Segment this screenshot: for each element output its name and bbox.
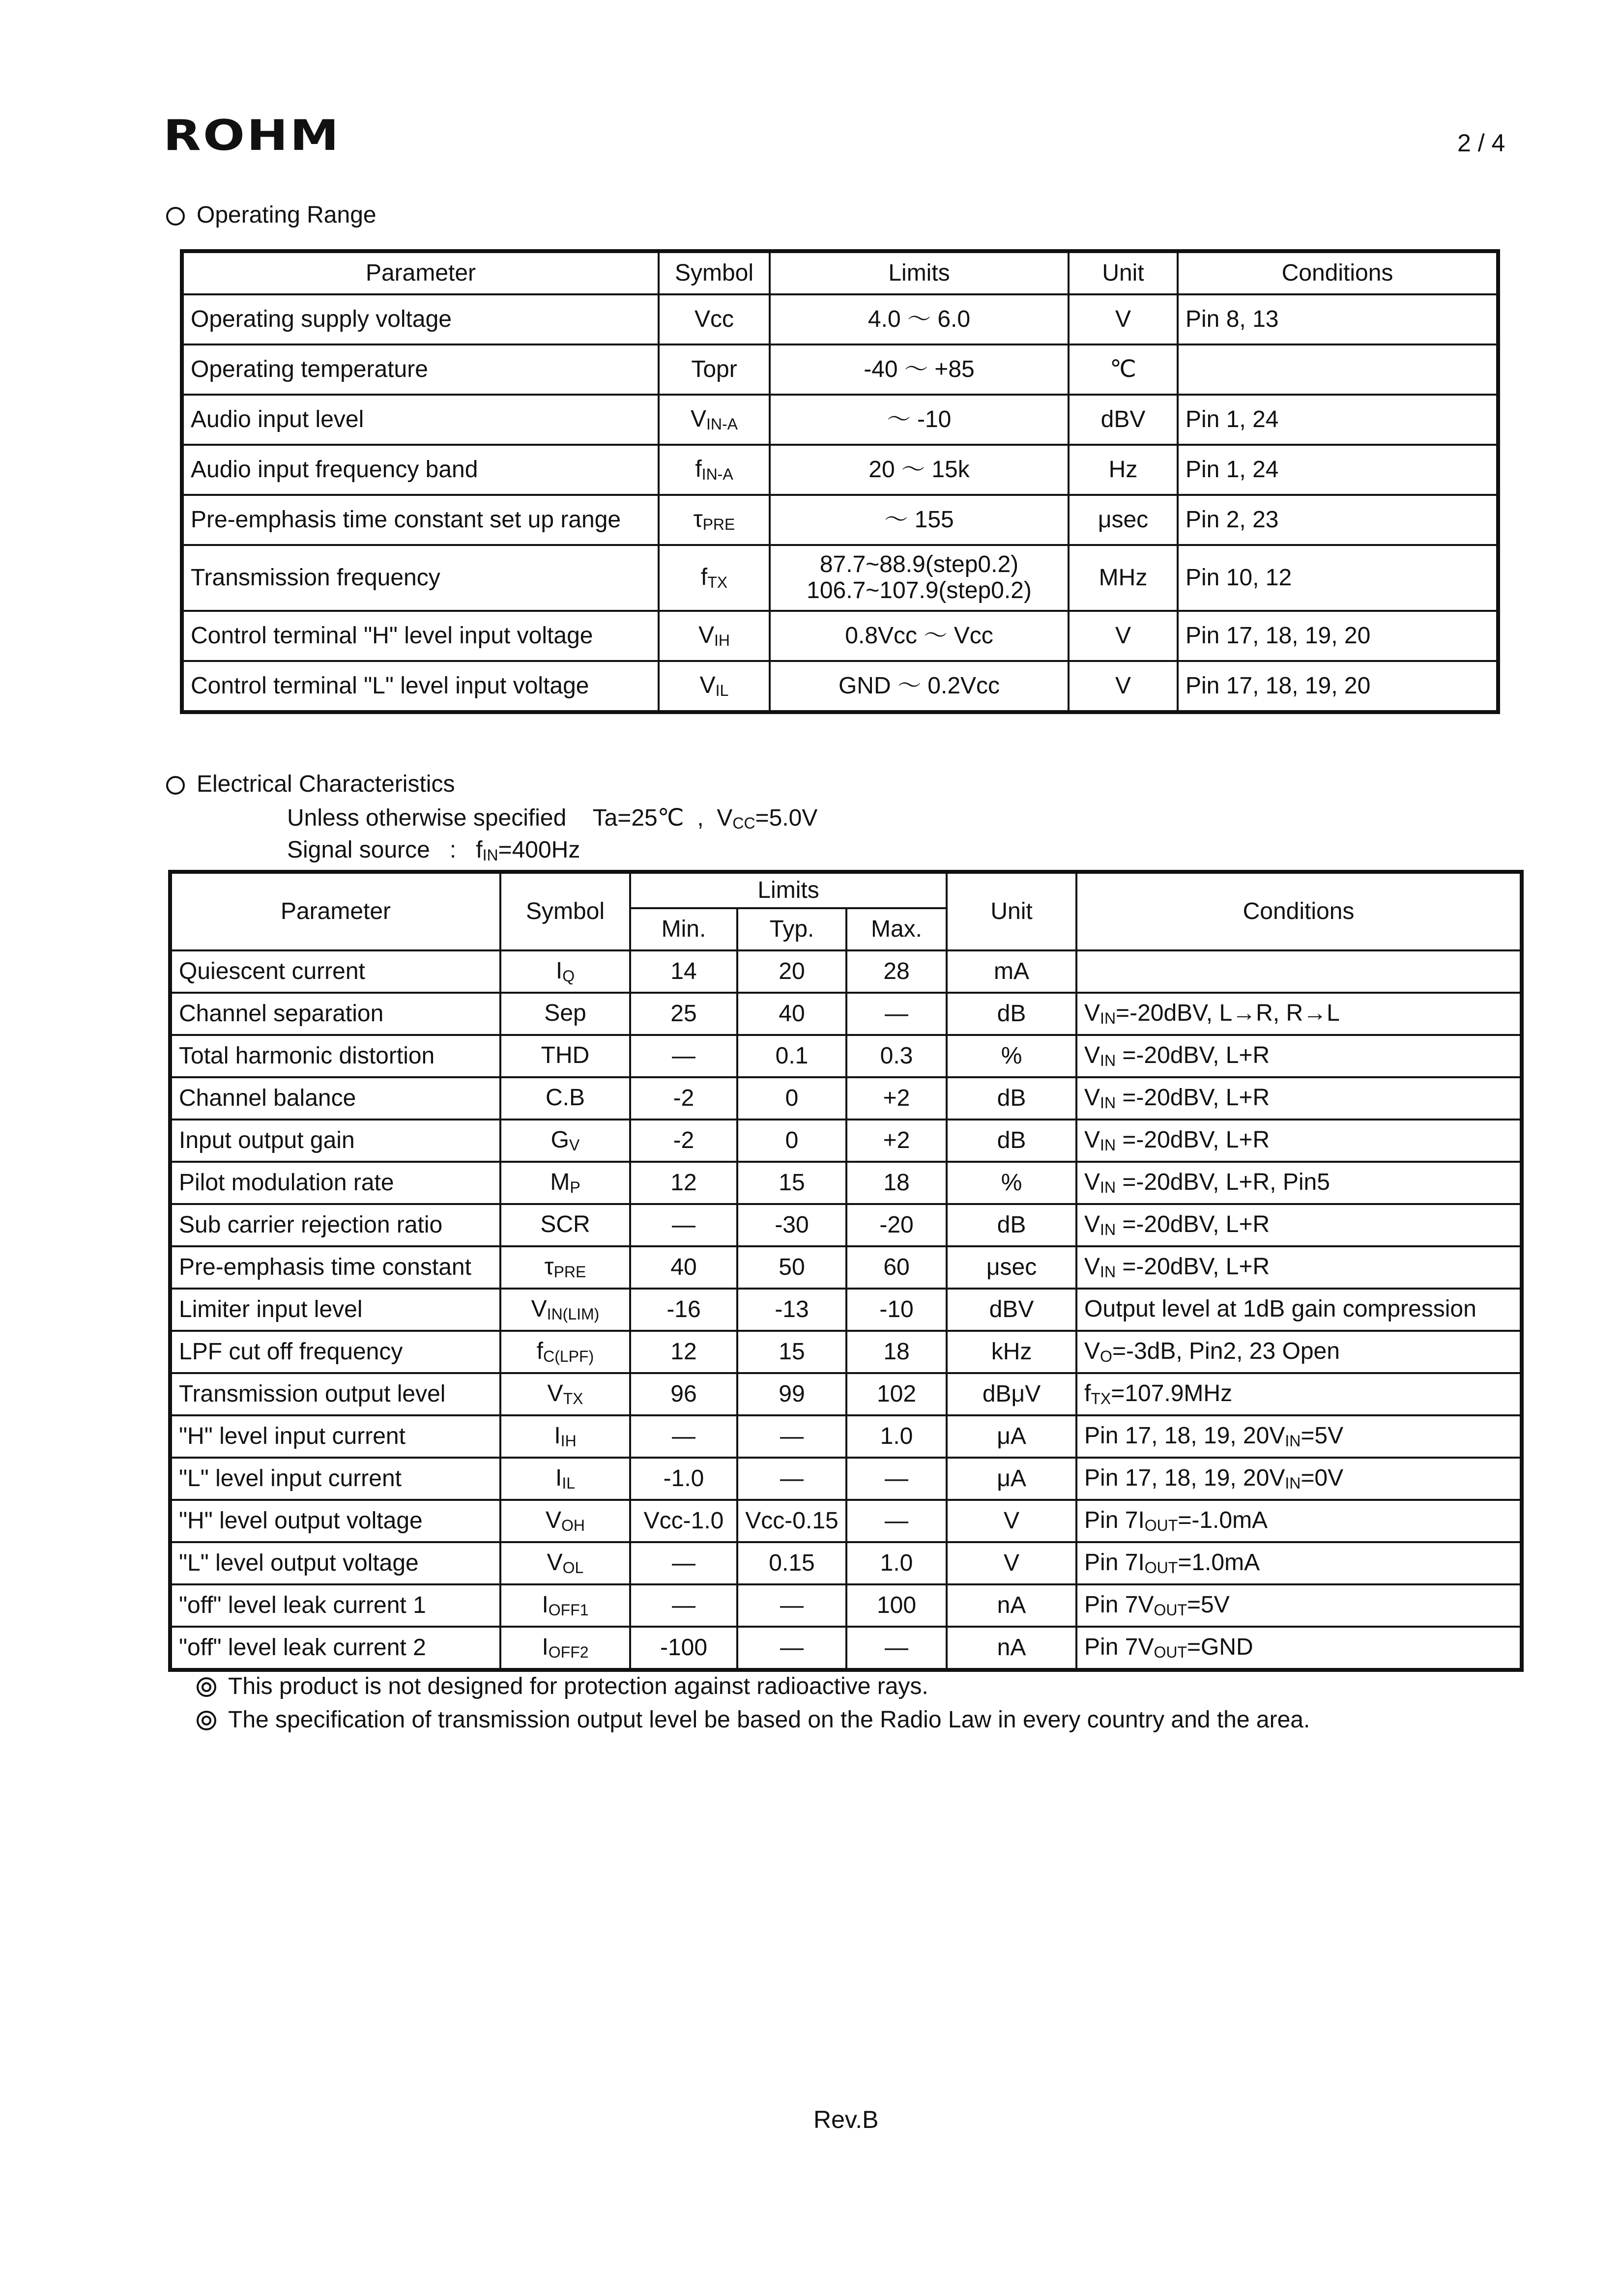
typ-cell: — bbox=[737, 1415, 846, 1458]
table-row bbox=[182, 344, 1498, 395]
param-cell: LPF cut off frequency bbox=[170, 1331, 500, 1373]
signal-source: Signal source : $f_{IN}=400Hz$ bbox=[287, 837, 580, 864]
param-cell: Total harmonic distortion bbox=[170, 1035, 500, 1077]
operating-range-heading bbox=[166, 201, 376, 229]
header-typ: Typ. bbox=[737, 908, 846, 950]
electrical-heading bbox=[166, 771, 455, 798]
unit-cell: kHz bbox=[947, 1331, 1076, 1373]
unit-cell: MHz bbox=[1069, 545, 1178, 611]
rohm-logo: ROHM bbox=[163, 111, 341, 160]
unit-cell: μA bbox=[947, 1458, 1076, 1500]
symbol-cell: $V_{OH}$ bbox=[500, 1500, 630, 1542]
table-row bbox=[182, 495, 1498, 545]
symbol-cell: $I_{OFF2}$ bbox=[500, 1627, 630, 1670]
param-cell: Transmission frequency bbox=[182, 545, 659, 611]
table-row bbox=[170, 1289, 1522, 1331]
note-radio-law: The specification of transmission output level be based on the Radio Law in every country and the area. bbox=[197, 1706, 1310, 1733]
conditions-cell: Pin $7V_{OUT}=5V$ bbox=[1076, 1584, 1522, 1627]
conditions-cell: Pin 17, 18, 19, $20V_{IN}=0V$ bbox=[1076, 1458, 1522, 1500]
conditions-cell bbox=[1178, 344, 1498, 395]
unit-cell: nA bbox=[947, 1584, 1076, 1627]
max-cell: 18 bbox=[846, 1162, 947, 1204]
max-cell: +2 bbox=[846, 1077, 947, 1119]
table-row bbox=[170, 993, 1522, 1035]
param-cell: Transmission output level bbox=[170, 1373, 500, 1415]
conditions-cell: Pin $7V_{OUT}=GND$ bbox=[1076, 1627, 1522, 1670]
param-cell: Pilot modulation rate bbox=[170, 1162, 500, 1204]
conditions-cell: $V_{IN} =-20dBV$, L+R, Pin5 bbox=[1076, 1162, 1522, 1204]
section-title: Operating Range bbox=[197, 202, 376, 228]
table-row bbox=[170, 1119, 1522, 1162]
param-cell: Sub carrier rejection ratio bbox=[170, 1204, 500, 1246]
conditions-cell: Output level at 1dB gain compression bbox=[1076, 1289, 1522, 1331]
symbol-cell: $I_{IH}$ bbox=[500, 1415, 630, 1458]
symbol-cell: $G_V$ bbox=[500, 1119, 630, 1162]
typ-cell: Vcc-0.15 bbox=[737, 1500, 846, 1542]
param-cell: "off" level leak current 2 bbox=[170, 1627, 500, 1670]
param-cell: Pre-emphasis time constant set up range bbox=[182, 495, 659, 545]
param-cell: Pre-emphasis time constant bbox=[170, 1246, 500, 1289]
unit-cell: V bbox=[947, 1500, 1076, 1542]
header-min: Min. bbox=[630, 908, 737, 950]
param-cell: Input output gain bbox=[170, 1119, 500, 1162]
table-row bbox=[170, 1415, 1522, 1458]
conditions-cell: $V_{IN} =-20dBV$, L+R bbox=[1076, 1246, 1522, 1289]
typ-cell: 40 bbox=[737, 993, 846, 1035]
unit-cell: dBV bbox=[1069, 395, 1178, 445]
param-cell: "L" level input current bbox=[170, 1458, 500, 1500]
header-unit: Unit bbox=[947, 872, 1076, 950]
unit-cell: dBV bbox=[947, 1289, 1076, 1331]
min-cell: Vcc-1.0 bbox=[630, 1500, 737, 1542]
min-cell: — bbox=[630, 1035, 737, 1077]
symbol-cell: $V_{IN-A}$ bbox=[659, 395, 770, 445]
max-cell: — bbox=[846, 1500, 947, 1542]
symbol-cell: $V_{OL}$ bbox=[500, 1542, 630, 1584]
typ-cell: 50 bbox=[737, 1246, 846, 1289]
header-parameter: Parameter bbox=[182, 251, 659, 294]
unit-cell: % bbox=[947, 1162, 1076, 1204]
param-cell: Audio input level bbox=[182, 395, 659, 445]
unit-cell: μA bbox=[947, 1415, 1076, 1458]
unit-cell: ℃ bbox=[1069, 344, 1178, 395]
param-cell: "off" level leak current 1 bbox=[170, 1584, 500, 1627]
table-row bbox=[182, 661, 1498, 712]
min-cell: — bbox=[630, 1415, 737, 1458]
circle-bullet-icon bbox=[166, 776, 185, 795]
table-row bbox=[170, 1500, 1522, 1542]
symbol-cell: $f_{IN-A}$ bbox=[659, 445, 770, 495]
symbol-cell: $V_{IH}$ bbox=[659, 611, 770, 661]
test-conditions: Unless otherwise specified Ta=25℃ , $V_{CC}=5.0V$ bbox=[287, 805, 818, 832]
header-conditions: Conditions bbox=[1178, 251, 1498, 294]
param-cell: Operating temperature bbox=[182, 344, 659, 395]
typ-cell: 0 bbox=[737, 1119, 846, 1162]
max-cell: 28 bbox=[846, 950, 947, 993]
unit-cell: nA bbox=[947, 1627, 1076, 1670]
conditions-cell: Pin 17, 18, 19, 20 bbox=[1178, 661, 1498, 712]
symbol-cell: THD bbox=[500, 1035, 630, 1077]
min-cell: -2 bbox=[630, 1119, 737, 1162]
table-row bbox=[170, 1246, 1522, 1289]
conditions-cell: Pin 1, 24 bbox=[1178, 445, 1498, 495]
unit-cell: μsec bbox=[947, 1246, 1076, 1289]
typ-cell: -13 bbox=[737, 1289, 846, 1331]
header-parameter: Parameter bbox=[170, 872, 500, 950]
unit-cell: V bbox=[947, 1542, 1076, 1584]
unit-cell: V bbox=[1069, 294, 1178, 344]
limits-cell: 0.8Vcc ～ Vcc bbox=[770, 611, 1069, 661]
typ-cell: — bbox=[737, 1627, 846, 1670]
min-cell: 14 bbox=[630, 950, 737, 993]
typ-cell: 0 bbox=[737, 1077, 846, 1119]
max-cell: -10 bbox=[846, 1289, 947, 1331]
section-title: Electrical Characteristics bbox=[197, 771, 455, 797]
limits-cell: ～ 155 bbox=[770, 495, 1069, 545]
unit-cell: dBμV bbox=[947, 1373, 1076, 1415]
limits-cell: 87.7~88.9(step0.2) 106.7~107.9(step0.2) bbox=[770, 545, 1069, 611]
table-row bbox=[170, 1204, 1522, 1246]
symbol-cell: $V_{IL}$ bbox=[659, 661, 770, 712]
param-cell: Audio input frequency band bbox=[182, 445, 659, 495]
param-cell: Control terminal "L" level input voltage bbox=[182, 661, 659, 712]
table-row bbox=[182, 611, 1498, 661]
table-row bbox=[170, 1458, 1522, 1500]
max-cell: 1.0 bbox=[846, 1542, 947, 1584]
max-cell: 0.3 bbox=[846, 1035, 947, 1077]
symbol-cell: $I_Q$ bbox=[500, 950, 630, 993]
conditions-cell: $V_{IN} =-20dBV$, L+R bbox=[1076, 1204, 1522, 1246]
table-row bbox=[182, 395, 1498, 445]
unit-cell: dB bbox=[947, 1077, 1076, 1119]
limits-cell: 20 ～ 15k bbox=[770, 445, 1069, 495]
max-cell: — bbox=[846, 1627, 947, 1670]
typ-cell: 15 bbox=[737, 1331, 846, 1373]
max-cell: — bbox=[846, 1458, 947, 1500]
conditions-cell: Pin 17, 18, 19, $20V_{IN}=5V$ bbox=[1076, 1415, 1522, 1458]
param-cell: Limiter input level bbox=[170, 1289, 500, 1331]
typ-cell: 99 bbox=[737, 1373, 846, 1415]
symbol-cell: $f_{C(LPF)}$ bbox=[500, 1331, 630, 1373]
unit-cell: dB bbox=[947, 1119, 1076, 1162]
min-cell: -2 bbox=[630, 1077, 737, 1119]
symbol-cell: Topr bbox=[659, 344, 770, 395]
param-cell: Channel separation bbox=[170, 993, 500, 1035]
unit-cell: dB bbox=[947, 1204, 1076, 1246]
max-cell: +2 bbox=[846, 1119, 947, 1162]
param-cell: "H" level input current bbox=[170, 1415, 500, 1458]
table-row bbox=[170, 1035, 1522, 1077]
param-cell: "L" level output voltage bbox=[170, 1542, 500, 1584]
min-cell: 12 bbox=[630, 1331, 737, 1373]
min-cell: -16 bbox=[630, 1289, 737, 1331]
max-cell: 60 bbox=[846, 1246, 947, 1289]
min-cell: 40 bbox=[630, 1246, 737, 1289]
unit-cell: mA bbox=[947, 950, 1076, 993]
typ-cell: 15 bbox=[737, 1162, 846, 1204]
typ-cell: — bbox=[737, 1458, 846, 1500]
max-cell: 1.0 bbox=[846, 1415, 947, 1458]
header-symbol: Symbol bbox=[500, 872, 630, 950]
revision-label: Rev.B bbox=[813, 2106, 879, 2133]
unit-cell: Hz bbox=[1069, 445, 1178, 495]
symbol-cell: $I_{OFF1}$ bbox=[500, 1584, 630, 1627]
max-cell: 102 bbox=[846, 1373, 947, 1415]
conditions-cell: $V_{IN} =-20dBV$, L+R bbox=[1076, 1119, 1522, 1162]
conditions-cell: Pin 2, 23 bbox=[1178, 495, 1498, 545]
min-cell: 96 bbox=[630, 1373, 737, 1415]
limits-cell: 4.0 ～ 6.0 bbox=[770, 294, 1069, 344]
symbol-cell: $M_P$ bbox=[500, 1162, 630, 1204]
table-row bbox=[182, 545, 1498, 611]
limits-cell: -40 ～ +85 bbox=[770, 344, 1069, 395]
table-row bbox=[170, 1077, 1522, 1119]
double-circle-icon bbox=[197, 1711, 216, 1730]
header-symbol: Symbol bbox=[659, 251, 770, 294]
min-cell: -1.0 bbox=[630, 1458, 737, 1500]
symbol-cell: Vcc bbox=[659, 294, 770, 344]
conditions-cell: $V_{IN} =-20dBV$, L+R bbox=[1076, 1077, 1522, 1119]
table-header-row bbox=[182, 251, 1498, 294]
unit-cell: % bbox=[947, 1035, 1076, 1077]
max-cell: 100 bbox=[846, 1584, 947, 1627]
min-cell: — bbox=[630, 1584, 737, 1627]
conditions-cell: Pin $7I_{OUT}=1.0mA$ bbox=[1076, 1542, 1522, 1584]
symbol-cell: $\tau_{PRE}$ bbox=[500, 1246, 630, 1289]
unit-cell: μsec bbox=[1069, 495, 1178, 545]
conditions-cell: Pin 17, 18, 19, 20 bbox=[1178, 611, 1498, 661]
min-cell: — bbox=[630, 1204, 737, 1246]
table-row bbox=[182, 445, 1498, 495]
typ-cell: -30 bbox=[737, 1204, 846, 1246]
param-cell: Control terminal "H" level input voltage bbox=[182, 611, 659, 661]
symbol-cell: C.B bbox=[500, 1077, 630, 1119]
symbol-cell: $\tau_{PRE}$ bbox=[659, 495, 770, 545]
unit-cell: V bbox=[1069, 611, 1178, 661]
header-limits: Limits bbox=[630, 872, 947, 908]
max-cell: 18 bbox=[846, 1331, 947, 1373]
conditions-cell: $V_{IN}=-20dBV$, L→R, R→L bbox=[1076, 993, 1522, 1035]
conditions-cell: Pin 1, 24 bbox=[1178, 395, 1498, 445]
conditions-cell: Pin 10, 12 bbox=[1178, 545, 1498, 611]
header-max: Max. bbox=[846, 908, 947, 950]
conditions-cell: Pin $7I_{OUT}=-1.0mA$ bbox=[1076, 1500, 1522, 1542]
min-cell: — bbox=[630, 1542, 737, 1584]
table-row bbox=[170, 1584, 1522, 1627]
symbol-cell: $f_{TX}$ bbox=[659, 545, 770, 611]
electrical-characteristics-table bbox=[168, 870, 1524, 1672]
typ-cell: 0.15 bbox=[737, 1542, 846, 1584]
header-conditions: Conditions bbox=[1076, 872, 1522, 950]
header-unit: Unit bbox=[1069, 251, 1178, 294]
typ-cell: 20 bbox=[737, 950, 846, 993]
limits-cell: GND ～ 0.2Vcc bbox=[770, 661, 1069, 712]
table-row bbox=[170, 1331, 1522, 1373]
double-circle-icon bbox=[197, 1677, 216, 1697]
symbol-cell: $I_{IL}$ bbox=[500, 1458, 630, 1500]
page-number: 2 / 4 bbox=[1457, 129, 1505, 157]
conditions-cell: $V_O=-3dB$, Pin2, 23 Open bbox=[1076, 1331, 1522, 1373]
conditions-cell: $f_{TX}=107.9MHz$ bbox=[1076, 1373, 1522, 1415]
note-radioactive: This product is not designed for protection against radioactive rays. bbox=[197, 1673, 928, 1700]
unit-cell: V bbox=[1069, 661, 1178, 712]
conditions-cell: $V_{IN} =-20dBV$, L+R bbox=[1076, 1035, 1522, 1077]
typ-cell: 0.1 bbox=[737, 1035, 846, 1077]
symbol-cell: SCR bbox=[500, 1204, 630, 1246]
table-row bbox=[170, 1542, 1522, 1584]
header-limits: Limits bbox=[770, 251, 1069, 294]
table-row bbox=[182, 294, 1498, 344]
circle-bullet-icon bbox=[166, 207, 185, 226]
symbol-cell: $V_{TX}$ bbox=[500, 1373, 630, 1415]
table-row bbox=[170, 950, 1522, 993]
param-cell: Operating supply voltage bbox=[182, 294, 659, 344]
param-cell: Channel balance bbox=[170, 1077, 500, 1119]
table-row bbox=[170, 1162, 1522, 1204]
operating-range-table bbox=[180, 249, 1500, 714]
table-row bbox=[170, 1627, 1522, 1670]
limits-cell: ～ -10 bbox=[770, 395, 1069, 445]
param-cell: Quiescent current bbox=[170, 950, 500, 993]
min-cell: 25 bbox=[630, 993, 737, 1035]
unit-cell: dB bbox=[947, 993, 1076, 1035]
max-cell: — bbox=[846, 993, 947, 1035]
conditions-cell bbox=[1076, 950, 1522, 993]
conditions-cell: Pin 8, 13 bbox=[1178, 294, 1498, 344]
symbol-cell: $V_{IN(LIM)}$ bbox=[500, 1289, 630, 1331]
min-cell: 12 bbox=[630, 1162, 737, 1204]
table-header-row bbox=[170, 872, 1522, 908]
table-row bbox=[170, 1373, 1522, 1415]
param-cell: "H" level output voltage bbox=[170, 1500, 500, 1542]
max-cell: -20 bbox=[846, 1204, 947, 1246]
symbol-cell: Sep bbox=[500, 993, 630, 1035]
typ-cell: — bbox=[737, 1584, 846, 1627]
min-cell: -100 bbox=[630, 1627, 737, 1670]
